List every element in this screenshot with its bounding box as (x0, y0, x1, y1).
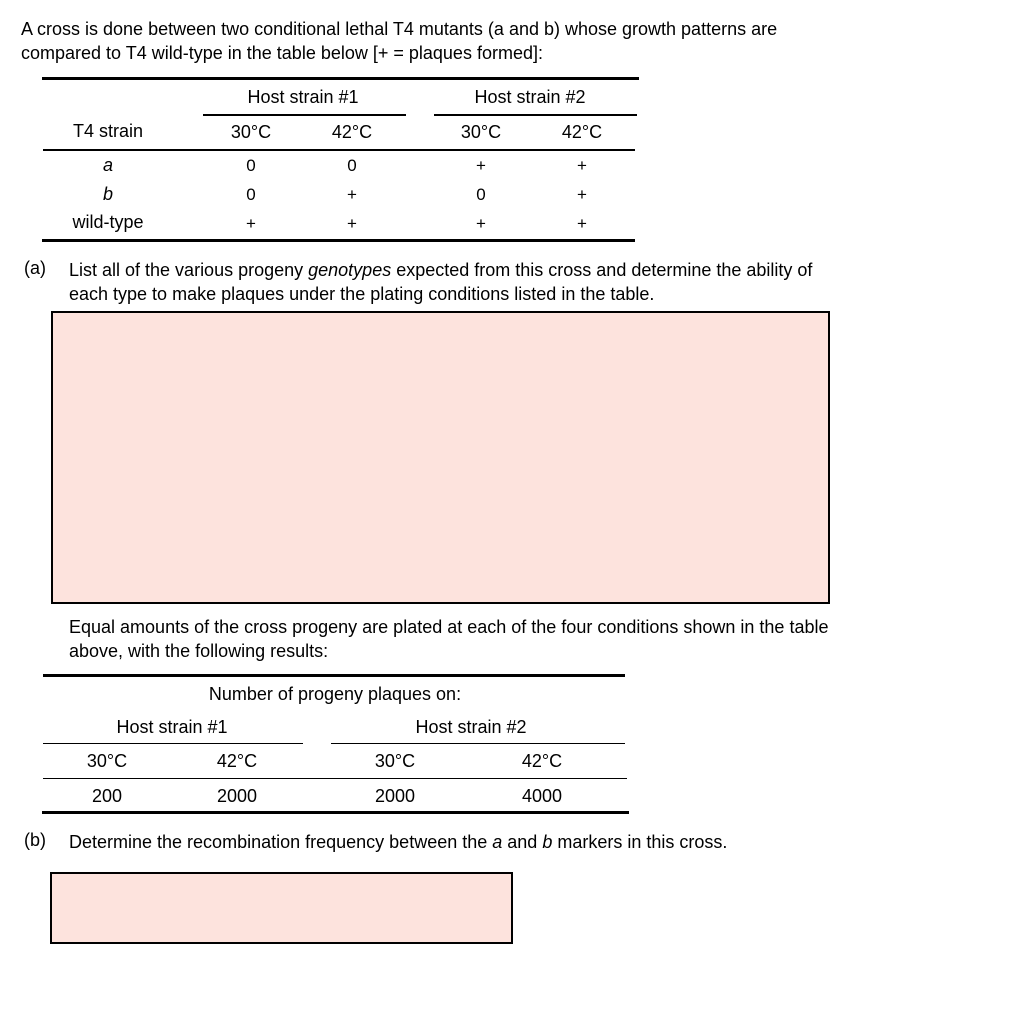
table1-row-b-val: + (577, 185, 587, 204)
table1-row-a-val: 0 (347, 156, 357, 175)
table2-value-h2-30: 2000 (374, 786, 416, 806)
table1-host2-rule (434, 114, 637, 116)
question-b-label: (b) (24, 830, 46, 850)
question-a-text-line-2: each type to make plaques under the plating conditions listed in the table. (69, 284, 655, 304)
table1-row-b-val: 0 (246, 185, 256, 204)
table1-top-rule (42, 77, 639, 80)
table1-temp-h1-42: 42°C (331, 122, 373, 142)
plating-line-2: above, with the following results: (69, 641, 329, 661)
table1-row-wt-val: + (347, 214, 357, 233)
table1-row-b-strain: b (102, 184, 113, 204)
table1-temp-h1-30: 30°C (230, 122, 272, 142)
table2-top-rule (43, 674, 625, 677)
table1-header-rule (43, 149, 635, 151)
table2-host1-header: Host strain #1 (116, 717, 228, 737)
answer-box-b[interactable] (50, 872, 513, 944)
intro-paragraph (21, 17, 981, 65)
table1-strain-header: T4 strain (72, 121, 144, 141)
question-a-text-part: List all of the various progeny (69, 260, 309, 280)
question-a-text (69, 258, 969, 306)
plating-paragraph (69, 615, 969, 663)
table2-header-rule (43, 778, 627, 779)
answer-box-a[interactable] (51, 311, 830, 604)
question-a-text-part: expected from this cross and determine the ability of (391, 260, 813, 280)
table2-host2-rule (331, 743, 625, 744)
table1-row-b-val: 0 (476, 185, 486, 204)
table2-caption: Number of progeny plaques on: (208, 684, 462, 704)
table1-row-a-val: + (577, 156, 587, 175)
question-b-text (69, 830, 969, 854)
table1-row-wt-val: + (246, 214, 256, 233)
table1-host2-header: Host strain #2 (474, 87, 586, 107)
table1-row-wt-strain: wild-type (72, 212, 144, 232)
table1-row-a-val: + (476, 156, 486, 175)
table2-host1-rule (43, 743, 303, 744)
question-b-text-part: and (502, 832, 543, 852)
table2-temp-h1-42: 42°C (216, 751, 258, 771)
table2-value-h1-30: 200 (91, 786, 123, 806)
table1-temp-h2-30: 30°C (460, 122, 502, 142)
table1-row-a-val: 0 (246, 156, 256, 175)
question-b-marker-b: b (542, 832, 553, 852)
question-a-label: (a) (24, 258, 46, 278)
table2-value-h1-42: 2000 (216, 786, 258, 806)
intro-line-2: compared to T4 wild-type in the table below [+ = plaques formed]: (21, 43, 543, 63)
table2-temp-h1-30: 30°C (86, 751, 128, 771)
table2-temp-h2-42: 42°C (521, 751, 563, 771)
question-b-text-part: Determine the recombination frequency between the (69, 832, 493, 852)
table1-bottom-rule (42, 239, 635, 242)
table1-row-b-val: + (347, 185, 357, 204)
table1-host1-header: Host strain #1 (247, 87, 359, 107)
table1-temp-h2-42: 42°C (561, 122, 603, 142)
question-b-text-part: markers in this cross. (552, 832, 728, 852)
table1-row-wt-val: + (476, 214, 486, 233)
table2-host2-header: Host strain #2 (415, 717, 527, 737)
table2-bottom-rule (42, 811, 629, 814)
table2-value-h2-42: 4000 (521, 786, 563, 806)
table2-temp-h2-30: 30°C (374, 751, 416, 771)
intro-line-1: A cross is done between two conditional lethal T4 mutants (a and b) whose growth patterns are (21, 19, 778, 39)
plating-line-1: Equal amounts of the cross progeny are plated at each of the four conditions shown in the table (69, 617, 829, 637)
table1-host1-rule (203, 114, 406, 116)
table1-row-a-strain: a (102, 155, 113, 175)
question-b-marker-a: a (492, 832, 503, 852)
table1-row-wt-val: + (577, 214, 587, 233)
question-a-emphasis: genotypes (308, 260, 392, 280)
